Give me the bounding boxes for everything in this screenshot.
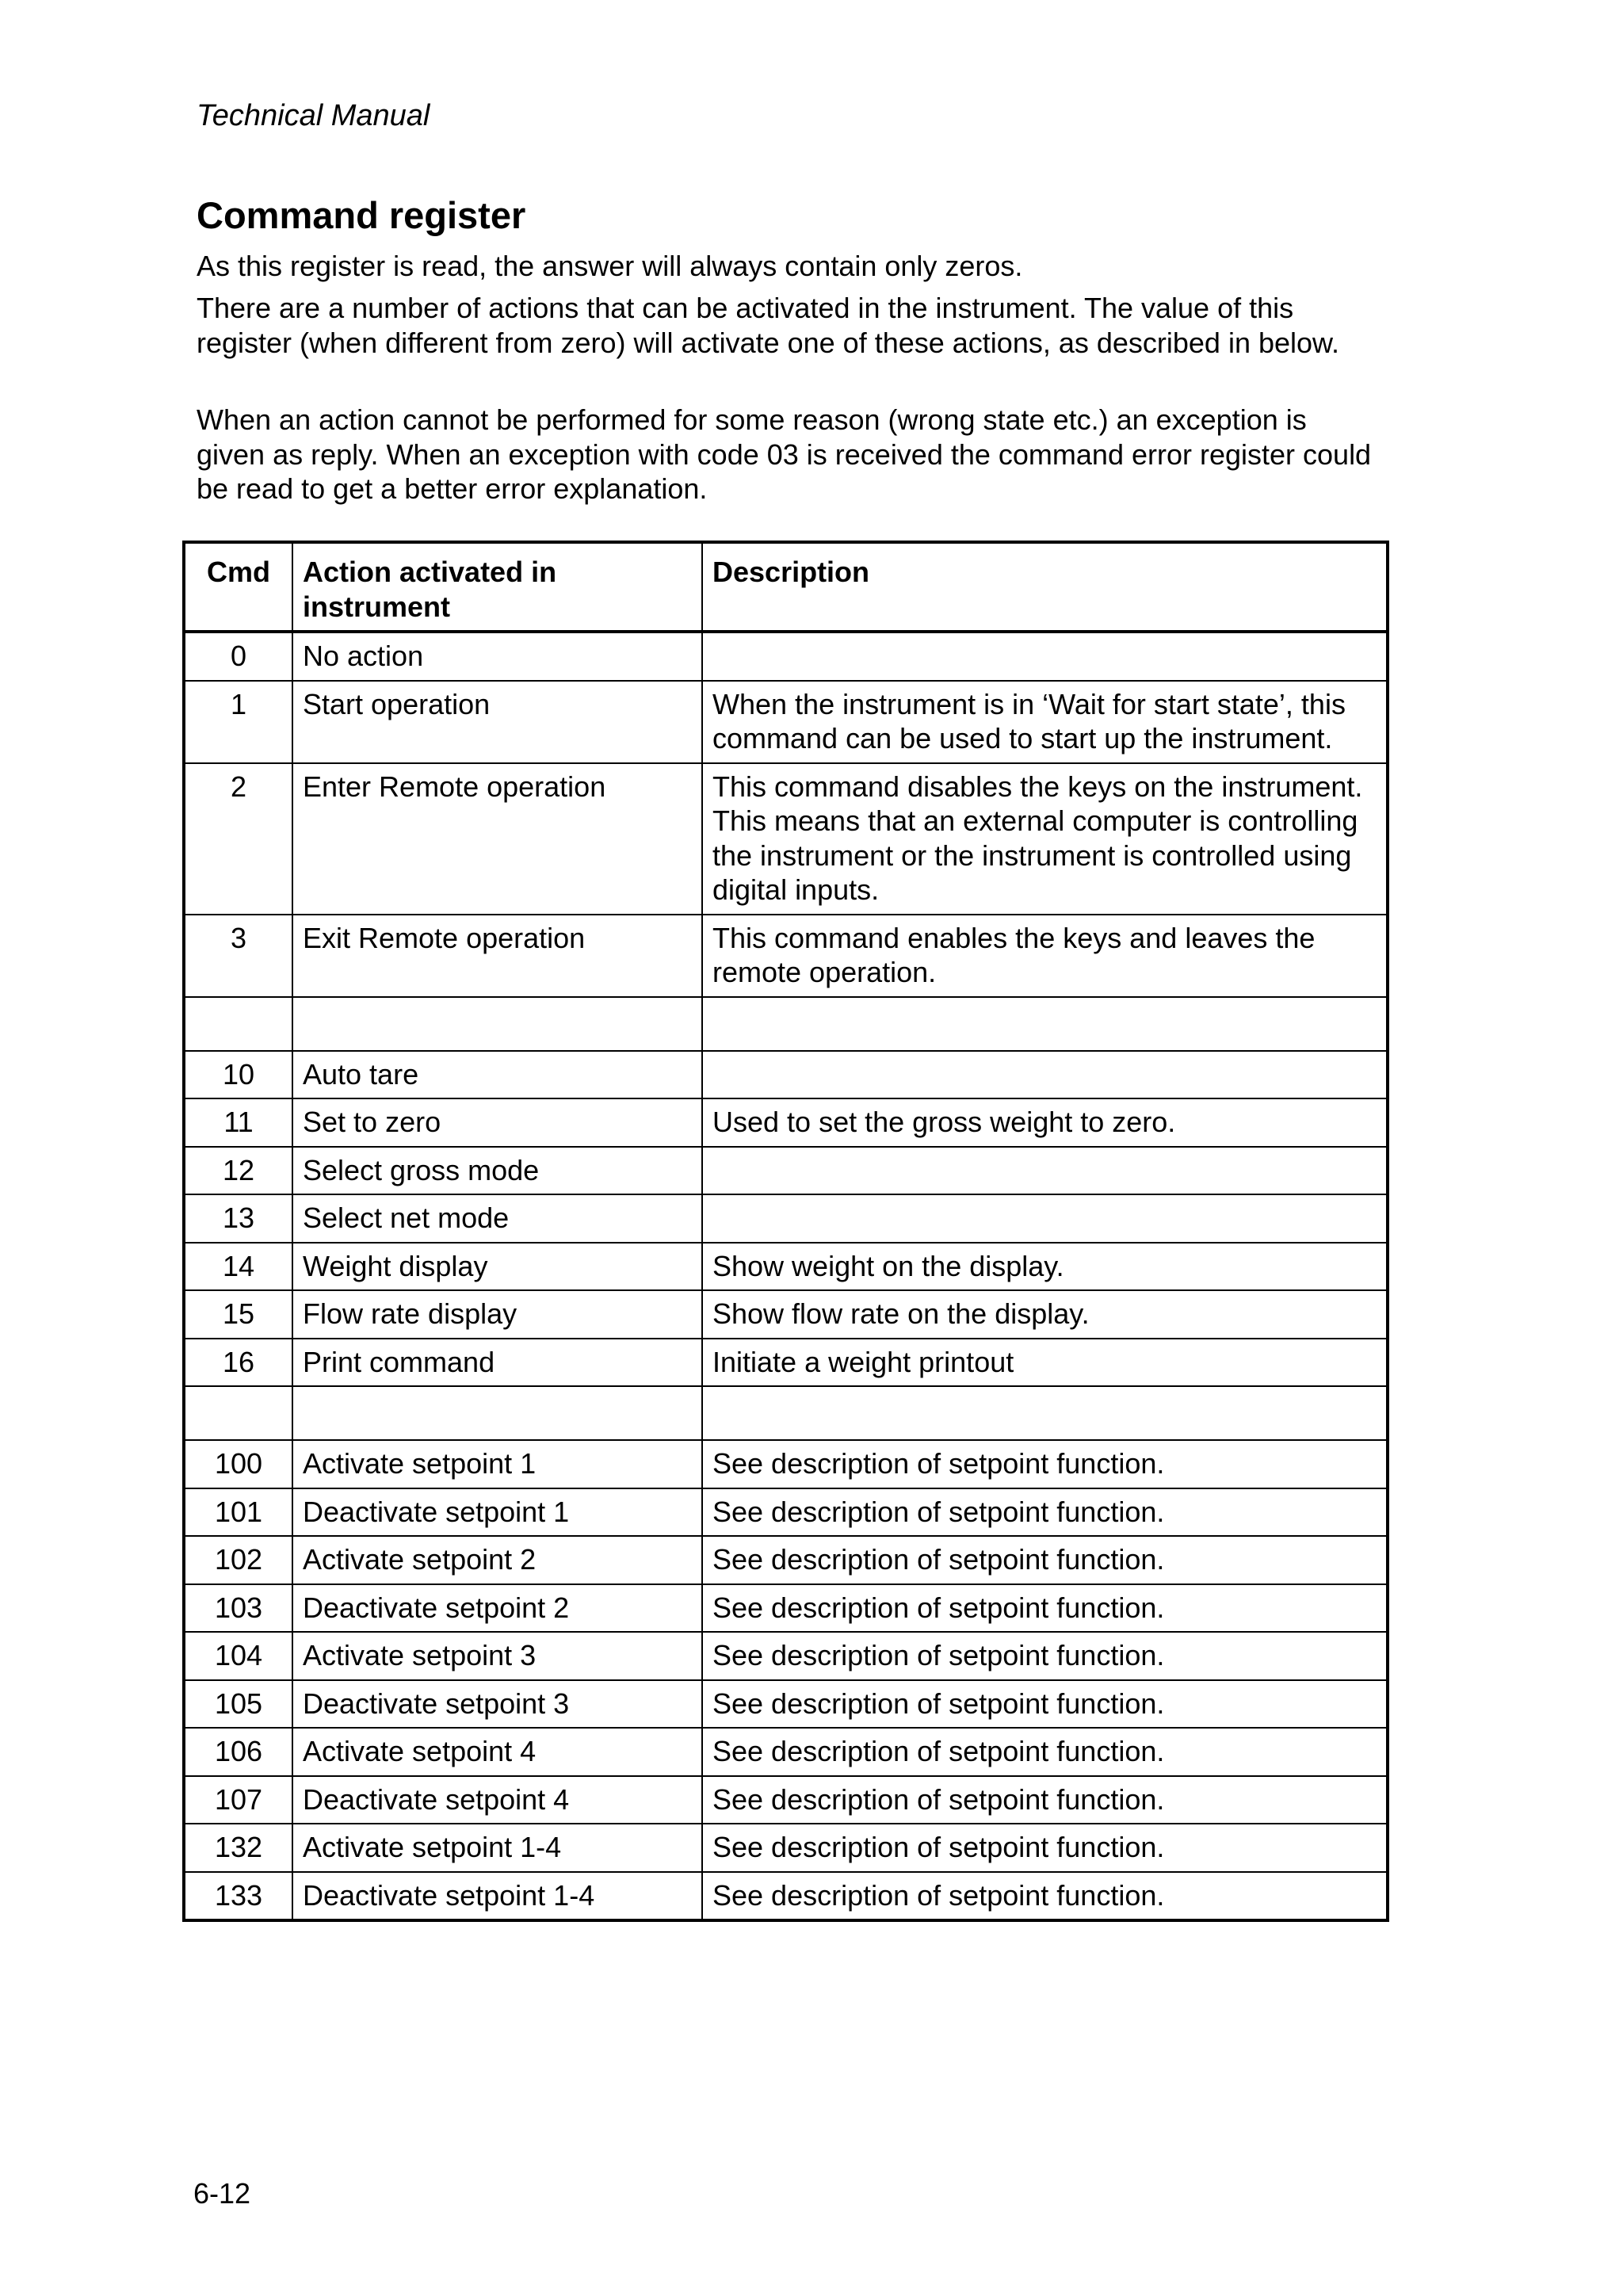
cell-cmd: 101 bbox=[185, 1488, 292, 1537]
cell-description: See description of setpoint function. bbox=[702, 1824, 1387, 1872]
cell-action: Deactivate setpoint 1-4 bbox=[292, 1872, 702, 1920]
cell-action: Deactivate setpoint 2 bbox=[292, 1584, 702, 1633]
cell-action bbox=[292, 1386, 702, 1440]
cell-cmd: 132 bbox=[185, 1824, 292, 1872]
cell-description: See description of setpoint function. bbox=[702, 1536, 1387, 1584]
table-row bbox=[185, 681, 1387, 763]
table-row bbox=[185, 1488, 1387, 1537]
cell-description bbox=[702, 1051, 1387, 1099]
table-row bbox=[185, 1339, 1387, 1387]
table-row bbox=[185, 1290, 1387, 1339]
cell-cmd: 10 bbox=[185, 1051, 292, 1099]
cell-action: Activate setpoint 1 bbox=[292, 1440, 702, 1488]
cell-description: See description of setpoint function. bbox=[702, 1728, 1387, 1776]
cell-action: Activate setpoint 2 bbox=[292, 1536, 702, 1584]
cell-description: Show flow rate on the display. bbox=[702, 1290, 1387, 1339]
table-row bbox=[185, 1728, 1387, 1776]
cell-cmd: 1 bbox=[185, 681, 292, 763]
cell-description: Initiate a weight printout bbox=[702, 1339, 1387, 1387]
paragraph-exception-info: When an action cannot be performed for some reason (wrong state etc.) an exception is given as reply. When an exception with code 03 is received the command error register could be read to get a better error explanation. bbox=[197, 403, 1372, 505]
cell-description bbox=[702, 1386, 1387, 1440]
cell-cmd: 100 bbox=[185, 1440, 292, 1488]
cell-description: See description of setpoint function. bbox=[702, 1632, 1387, 1680]
cell-cmd: 14 bbox=[185, 1243, 292, 1291]
table-row bbox=[185, 1440, 1387, 1488]
table-row bbox=[185, 1584, 1387, 1633]
cell-description: See description of setpoint function. bbox=[702, 1872, 1387, 1920]
table-row bbox=[185, 1098, 1387, 1147]
cell-cmd: 3 bbox=[185, 915, 292, 997]
cell-cmd: 11 bbox=[185, 1098, 292, 1147]
cell-cmd: 13 bbox=[185, 1194, 292, 1243]
table-row bbox=[185, 1680, 1387, 1729]
cell-description: See description of setpoint function. bbox=[702, 1680, 1387, 1729]
cell-action: Activate setpoint 4 bbox=[292, 1728, 702, 1776]
cell-action: Select gross mode bbox=[292, 1147, 702, 1195]
table-body bbox=[185, 632, 1387, 1920]
cell-action: Select net mode bbox=[292, 1194, 702, 1243]
cell-action: Print command bbox=[292, 1339, 702, 1387]
cell-description: When the instrument is in ‘Wait for start state’, this command can be used to start up the instrument. bbox=[702, 681, 1387, 763]
table-row bbox=[185, 1632, 1387, 1680]
cell-action: Exit Remote operation bbox=[292, 915, 702, 997]
header-action: Action activated in instrument bbox=[292, 543, 702, 632]
cell-cmd: 102 bbox=[185, 1536, 292, 1584]
cell-action: Flow rate display bbox=[292, 1290, 702, 1339]
cell-description: See description of setpoint function. bbox=[702, 1488, 1387, 1537]
cell-description: This command enables the keys and leaves the remote operation. bbox=[702, 915, 1387, 997]
cell-action: No action bbox=[292, 632, 702, 681]
cell-action: Enter Remote operation bbox=[292, 763, 702, 915]
cell-cmd: 107 bbox=[185, 1776, 292, 1824]
cell-action: Activate setpoint 3 bbox=[292, 1632, 702, 1680]
paragraph-actions-intro: There are a number of actions that can be activated in the instrument. The value of this register (when different from zero) will activate one of these actions, as described in below. bbox=[197, 292, 1340, 359]
cell-action: Weight display bbox=[292, 1243, 702, 1291]
cell-description: See description of setpoint function. bbox=[702, 1440, 1387, 1488]
cell-description: See description of setpoint function. bbox=[702, 1776, 1387, 1824]
table-row bbox=[185, 1386, 1387, 1440]
cell-action: Auto tare bbox=[292, 1051, 702, 1099]
paragraph-read-behavior: As this register is read, the answer will always contain only zeros. bbox=[197, 250, 1023, 282]
cell-description: This command disables the keys on the instrument. This means that an external computer is controlling the instrument or the instrument is controlled using digital inputs. bbox=[702, 763, 1387, 915]
table-row bbox=[185, 1243, 1387, 1291]
command-table bbox=[184, 542, 1388, 1920]
table-row bbox=[185, 1051, 1387, 1099]
cell-description: See description of setpoint function. bbox=[702, 1584, 1387, 1633]
section-title: Command register bbox=[197, 194, 526, 236]
cell-action: Deactivate setpoint 1 bbox=[292, 1488, 702, 1537]
table-row bbox=[185, 1536, 1387, 1584]
table-row bbox=[185, 763, 1387, 915]
header-description: Description bbox=[702, 543, 1387, 632]
page-number: 6-12 bbox=[193, 2177, 251, 2210]
cell-description bbox=[702, 997, 1387, 1051]
cell-description bbox=[702, 1194, 1387, 1243]
cell-cmd: 103 bbox=[185, 1584, 292, 1633]
cell-cmd bbox=[185, 1386, 292, 1440]
cell-cmd: 15 bbox=[185, 1290, 292, 1339]
cell-cmd: 2 bbox=[185, 763, 292, 915]
cell-action: Set to zero bbox=[292, 1098, 702, 1147]
cell-action: Activate setpoint 1-4 bbox=[292, 1824, 702, 1872]
cell-cmd: 12 bbox=[185, 1147, 292, 1195]
table-row bbox=[185, 1776, 1387, 1824]
header-cmd: Cmd bbox=[185, 543, 292, 632]
cell-action bbox=[292, 997, 702, 1051]
cell-cmd: 133 bbox=[185, 1872, 292, 1920]
table-row bbox=[185, 632, 1387, 681]
cell-cmd: 105 bbox=[185, 1680, 292, 1729]
table-row bbox=[185, 1147, 1387, 1195]
cell-description: Show weight on the display. bbox=[702, 1243, 1387, 1291]
table-row bbox=[185, 1872, 1387, 1920]
table-row bbox=[185, 1824, 1387, 1872]
cell-action: Start operation bbox=[292, 681, 702, 763]
cell-cmd: 0 bbox=[185, 632, 292, 681]
table-row bbox=[185, 997, 1387, 1051]
cell-cmd: 16 bbox=[185, 1339, 292, 1387]
table-row bbox=[185, 915, 1387, 997]
cell-action: Deactivate setpoint 3 bbox=[292, 1680, 702, 1729]
cell-description bbox=[702, 632, 1387, 681]
cell-cmd: 106 bbox=[185, 1728, 292, 1776]
table-row bbox=[185, 1194, 1387, 1243]
cell-description: Used to set the gross weight to zero. bbox=[702, 1098, 1387, 1147]
table-header-row bbox=[185, 543, 1387, 632]
cell-cmd bbox=[185, 997, 292, 1051]
cell-cmd: 104 bbox=[185, 1632, 292, 1680]
running-header: Technical Manual bbox=[197, 99, 430, 132]
cell-description bbox=[702, 1147, 1387, 1195]
cell-action: Deactivate setpoint 4 bbox=[292, 1776, 702, 1824]
